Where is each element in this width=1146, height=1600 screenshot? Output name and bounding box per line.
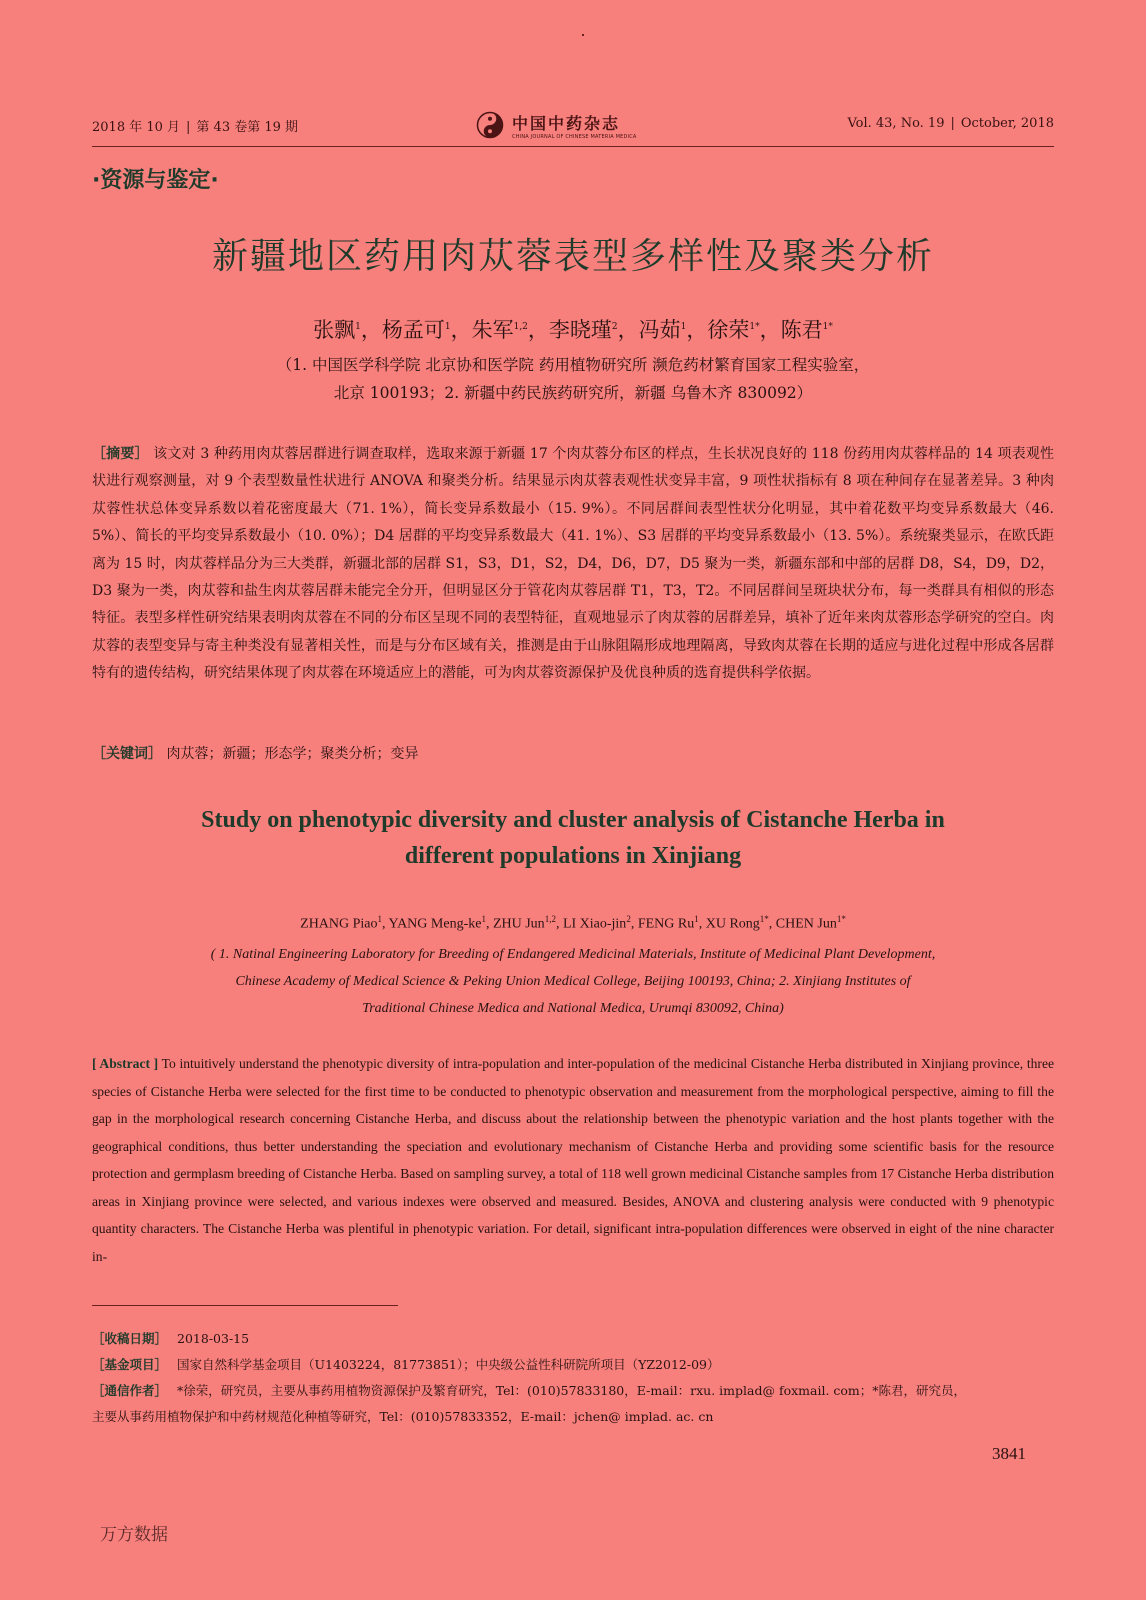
title-en [0,802,1146,874]
author-affiliation-mark: 1 [680,322,687,332]
keywords-cn-text: 肉苁蓉；新疆；形态学；聚类分析；变异 [166,746,419,762]
affiliation-cn-line: 北京 100193；2. 新疆中药民族药研究所，新疆 乌鲁木齐 830092） [333,384,813,402]
abstract-cn-text: 该文对 3 种药用肉苁蓉居群进行调查取样，选取来源于新疆 17 个肉苁蓉分布区的样点，生长状况良好的 118 份药用肉苁蓉样品的 14 项表观性状进行观察测量，对 9 个表型数量性状进行 ANOVA 和聚类分析。结果显示肉苁蓉表观性状变异丰富，9 项性状指标有 8 项在种间存在显著差异。3 种肉苁蓉性状总体变异系数以着花密度最大（71. 1%），简长变异系数最小（15. 9%）。不同居群间表型性状分化明显，其中着花数平均变异系数最大（46. 5%）、简长的平均变异系数最小（10. 0%）；D4 居群的平均变异系数最大（41. 1%）、S3 居群的平均变异系数最小（13. 5%）。系统聚类显示，在欧氏距离为 15 时，肉苁蓉样品分为三大类群，新疆北部的居群 S1，S3，D1，S2，D4，D6，D7，D5 聚为一类，新疆东部和中部的居群 D8，S4，D9，D2，D3 聚为一类，肉苁蓉和盐生肉苁蓉居群未能完全分开，但明显区分于管花肉苁蓉居群 T1，T3，T2。不同居群间呈斑块状分布，每一类群具有相似的形态特征。表型多样性研究结果表明肉苁蓉在不同的分布区呈现不同的表型特征，直观地显示了肉苁蓉的居群差异，填补了近年来肉苁蓉形态学研究的空白。肉苁蓉的表型变异与寄主种类没有显著相关性，而是与分布区域有关，推测是由于山脉阻隔形成地理隔离，导致肉苁蓉在长期的适应与进化过程中形成各居群特有的遗传结构，研究结果体现了肉苁蓉在环境适应上的潜能，可为肉苁蓉资源保护及优良种质的选育提供科学依据。 [92,446,1055,682]
author-affiliation-mark: 1 [355,322,361,332]
top-mark [582,34,584,36]
title-cn: 新疆地区药用肉苁蓉表型多样性及聚类分析 [211,236,934,277]
title-en-line: Study on phenotypic diversity and cluster analysis of Cistanche Herba in [201,807,945,833]
author-name: 朱军 [471,318,514,342]
footnote-fund-label: ［基金项目］ [92,1357,168,1372]
author-affiliation-mark: 1* [749,322,760,332]
author-name: ZHU Jun [492,916,545,932]
header-issue-cn: 第 43 卷第 19 期 [196,120,299,135]
author-name: 冯茹 [638,318,681,342]
author-affiliation-mark: 2 [626,914,631,924]
authors-en: ZHANG Piao$^1$, YANG Meng-$ke^1$, ZHU Jun$^{1,2}$, LI Xiao-jin$^2$, FENG Ru$^1$, XU Rong$^{1*}$, CHEN Jun$^{1*}$ [300,914,846,932]
author-affiliation-mark: 1 [694,914,699,924]
abstract-en [92,1050,1054,1270]
affiliation-en-line: Chinese Academy of Medical Science & Peking Union Medical College, Beijing 100193, China; 2. Xinjiang Institutes of [235,974,911,989]
affiliations-cn [0,351,1146,407]
watermark: 万方数据 [100,1525,168,1545]
affiliations-en [0,941,1146,1022]
author-name: CHEN Jun [775,916,837,932]
author-name: 李晓瑾 [548,318,612,342]
author-name: YANG Meng-ke [388,916,482,932]
abstract-cn-label: ［摘要］ [92,446,149,462]
abstract-en-label: [ Abstract ] [92,1056,159,1071]
footnote-correspondence-cont: 主要从事药用植物保护和中药材规范化种植等研究，Tel：(010)57833352，E-mail：jchen@ implad. ac. cn [92,1409,714,1424]
footnote-received [92,1326,1054,1352]
affiliation-en-line: ( 1. Natinal Engineering Laboratory for Breeding of Endangered Medicinal Materials, Institute of Medicinal Plant Development, [210,947,936,962]
footnotes [92,1326,1054,1430]
keywords-cn [92,743,1054,763]
author-name: FENG Ru [637,916,695,932]
running-header [92,113,1054,140]
author-affiliation-mark: 2 [611,322,618,332]
page-number: 3841 [992,1444,1026,1463]
author-affiliation-mark: 1,2 [544,914,556,924]
affiliation-cn-line: （1. 中国医学科学院 北京协和医学院 药用植物研究所 濒危药材繁育国家工程实验室， [276,356,870,374]
author-name: LI Xiao-jin [562,916,627,932]
header-rule [92,146,1054,147]
author-name: ZHANG Piao [300,916,378,932]
affiliation-en-line: Traditional Chinese Medica and National Medica, Urumqi 830092, China) [362,1001,784,1016]
footnote-correspondence [92,1378,1054,1404]
journal-logo [476,108,637,142]
author-affiliation-mark: 1* [836,914,846,924]
footnote-fund-value: 国家自然科学基金项目（U1403224，81773851）；中央级公益性科研院所项目（YZ2012-09） [177,1357,720,1372]
keywords-cn-label: ［关键词］ [92,746,162,762]
footnote-rule [92,1305,398,1306]
author-affiliation-mark: 1 [481,914,486,924]
abstract-cn [92,441,1054,688]
header-date-cn: 2018 年 10 月 [92,120,181,135]
author-name: 陈君 [780,318,823,342]
footnote-corr-value: *徐荣，研究员，主要从事药用植物资源保护及繁育研究，Tel：(010)57833180，E-mail：rxu. implad@ foxmail. com；*陈君，研究员， [177,1383,967,1398]
author-affiliation-mark: 1 [444,322,451,332]
footnote-fund [92,1352,1054,1378]
author-name: 杨孟可 [381,318,445,342]
author-affiliation-mark: 1 [377,914,383,924]
author-name: 徐荣 [707,318,750,342]
journal-name-cn: 中国中药杂志 [512,113,621,133]
title-en-line: different populations in Xinjiang [404,843,742,869]
header-left: 2018 年 10 月 | 第 43 卷第 19 期 [92,120,299,135]
abstract-en-text: To intuitively understand the phenotypic diversity of intra-population and inter-population of the medicinal Cistanche Herba distributed in Xinjiang province, three species of Cistanche Herba were selected for the first time to be conducted to phenotypic observation and measurement from the morphological perspective, aiming to fill the gap in the morphological research concerning Cistanche Herba, and discuss about the relationship between the phenotypic variation and the host plants together with the geographical conditions, thus better understanding the speciation and evolutionary mechanism of Cistanche Herba and providing some scientific basis for the resource protection and germplasm breeding of Cistanche Herba. Based on sampling survey, a total of 118 well grown medicinal Cistanche samples from 17 Cistanche Herba distribution areas in Xinjiang province were selected, and various indexes were observed and measured. Besides, ANOVA and clustering analysis were conducted with 9 phenotypic quantity characters. The Cistanche Herba was plentiful in phenotypic variation. For detail, significant intra-population differences were observed in eight of the nine character in- [92,1056,1055,1264]
journal-logo-icon [476,111,504,139]
author-affiliation-mark: 1* [822,322,833,332]
author-affiliation-mark: 1* [759,914,769,924]
authors-cn: 张飘$^1$，杨孟可$^1$，朱军$^{1,2}$，李晓瑾$^2$，冯茹$^1$，徐荣$^{1*}$，陈君$^{1*}$ [313,318,833,342]
author-name: 张飘 [313,318,356,342]
footnote-received-value: 2018-03-15 [177,1331,250,1346]
journal-name-en: CHINA JOURNAL OF CHINESE MATERIA MEDICA [512,133,637,140]
footnote-corr-label: ［通信作者］ [92,1383,168,1398]
author-name: XU Rong [705,916,760,932]
footnote-received-label: ［收稿日期］ [92,1331,168,1346]
author-affiliation-mark: 1,2 [513,322,528,332]
header-date-en: October, 2018 [960,116,1054,131]
section-label: ·资源与鉴定· [92,168,219,193]
header-right: Vol. 43, No. 19 | October, 2018 [847,116,1054,131]
header-volume: Vol. 43, No. 19 [847,116,945,131]
